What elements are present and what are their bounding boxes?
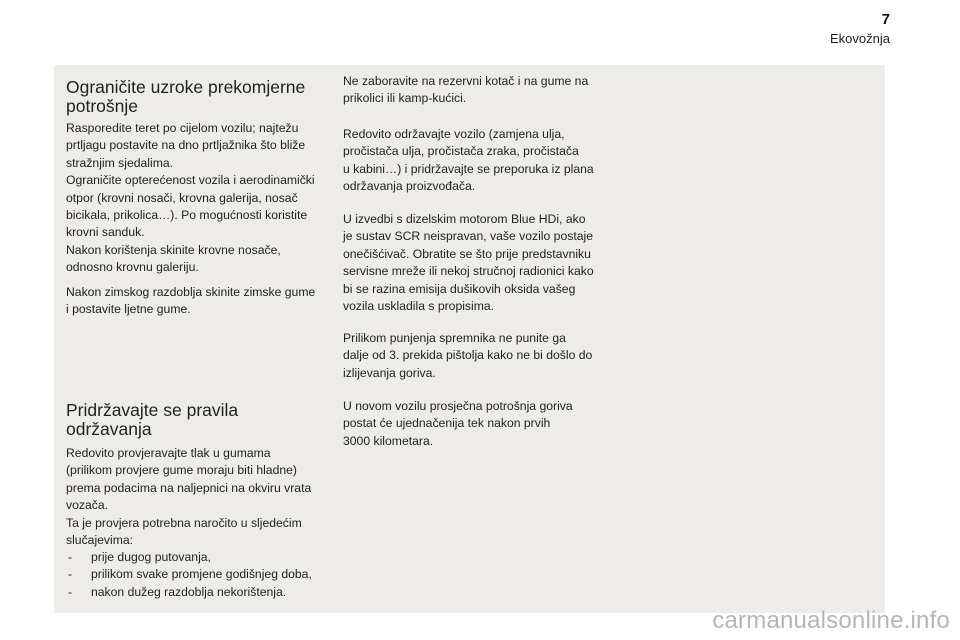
text-line: dalje od 3. prekida pištolja kako ne bi došlo do	[343, 348, 593, 363]
text-line: (prilikom provjere gume moraju biti hladne)	[66, 463, 297, 478]
text-line: U izvedbi s dizelskim motorom Blue HDi, ako	[343, 212, 586, 226]
text-line: bi se razina emisija dušikovih oksida vašeg	[343, 281, 576, 296]
text-line: onečišćivač. Obratite se što prije predstavniku	[343, 246, 591, 261]
text-line: odnosno krovnu galeriju.	[66, 260, 199, 275]
watermark: carmanualsonline.info	[712, 607, 950, 634]
paragraph-refuelling	[343, 330, 611, 382]
paragraph-spare-wheel	[343, 73, 611, 108]
text-line: 3000 kilometara.	[343, 433, 434, 448]
title-line: Ograničite uzroke prekomjerne	[66, 77, 306, 97]
text-line: vozila uskladila s propisima.	[343, 299, 495, 314]
page-number: 7	[881, 11, 890, 28]
text-line: Ne zaboravite na rezervni kotač i na gume na	[343, 74, 589, 88]
text-line: Redovito provjeravajte tlak u gumama	[66, 446, 271, 460]
text-line: stražnjim sjedalima.	[66, 155, 174, 170]
text-line: održavanja proizvođača.	[343, 179, 476, 194]
text-line: je sustav SCR neispravan, vaše vozilo postaje	[343, 229, 593, 244]
text-line: prtljagu postavite na dno prtljažnika što bliže	[66, 138, 306, 153]
text-line: U novom vozilu prosječna potrošnja goriva	[343, 399, 573, 413]
list-item: - prilikom svake promjene godišnjeg doba,	[66, 566, 326, 583]
text-line: Nakon korištenja skinite krovne nosače,	[66, 242, 281, 257]
text-line: pročistača ulja, pročistača zraka, pročistača	[343, 144, 579, 159]
text-line: izlijevanja goriva.	[343, 365, 436, 380]
text-line: Nakon zimskog razdoblja skinite zimske gume	[66, 285, 316, 299]
text-line: servisne mreže ili nekoj stručnoj radionici kako	[343, 264, 594, 279]
check-occasions-list	[66, 549, 326, 601]
section-header: Ekovožnja	[830, 31, 890, 46]
text-line: i postavite ljetne gume.	[66, 302, 191, 317]
text-line: prema podacima na naljepnici na okviru vrata	[66, 480, 312, 495]
text-line: Redovito održavajte vozilo (zamjena ulja,	[343, 127, 565, 141]
content-panel	[54, 65, 885, 613]
paragraph-scr-system	[343, 211, 611, 315]
text-line: krovni sanduk.	[66, 225, 145, 240]
text-line: Rasporedite teret po cijelom vozilu; najtežu	[66, 121, 299, 135]
text-line: postat će ujednačenija tek nakon prvih	[343, 416, 551, 431]
text-line: bicikala, prikolica…). Po mogućnosti koristite	[66, 208, 308, 223]
text-line: Prilikom punjenja spremnika ne punite ga	[343, 331, 566, 345]
paragraph-servicing	[343, 126, 611, 196]
text-line: u kabini…) i pridržavajte se preporuka iz plana	[343, 161, 594, 176]
list-item: - prije dugog putovanja,	[66, 549, 326, 566]
section-title-maintenance: Pridržavajte se pravila održavanja	[66, 400, 239, 439]
text-line: Ta je provjera potrebna naročito u sljedećim	[66, 515, 302, 530]
text-line: slučajevima:	[66, 533, 134, 548]
paragraph-tyre-pressure	[66, 445, 326, 549]
text-line: vozača.	[66, 498, 109, 513]
text-line: Ograničite opterećenost vozila i aerodinamički	[66, 173, 315, 188]
text-line: otpor (krovni nosači, krovna galerija, nosač	[66, 190, 298, 205]
title-line: potrošnje	[66, 96, 138, 116]
paragraph-new-vehicle	[343, 398, 611, 450]
paragraph-load	[66, 120, 326, 277]
list-item: - nakon dužeg razdoblja nekorištenja.	[66, 584, 326, 601]
paragraph-winter-tyres	[66, 284, 326, 319]
section-title-consumption	[66, 78, 326, 116]
text-line: prikolici ili kamp-kućici.	[343, 91, 467, 106]
